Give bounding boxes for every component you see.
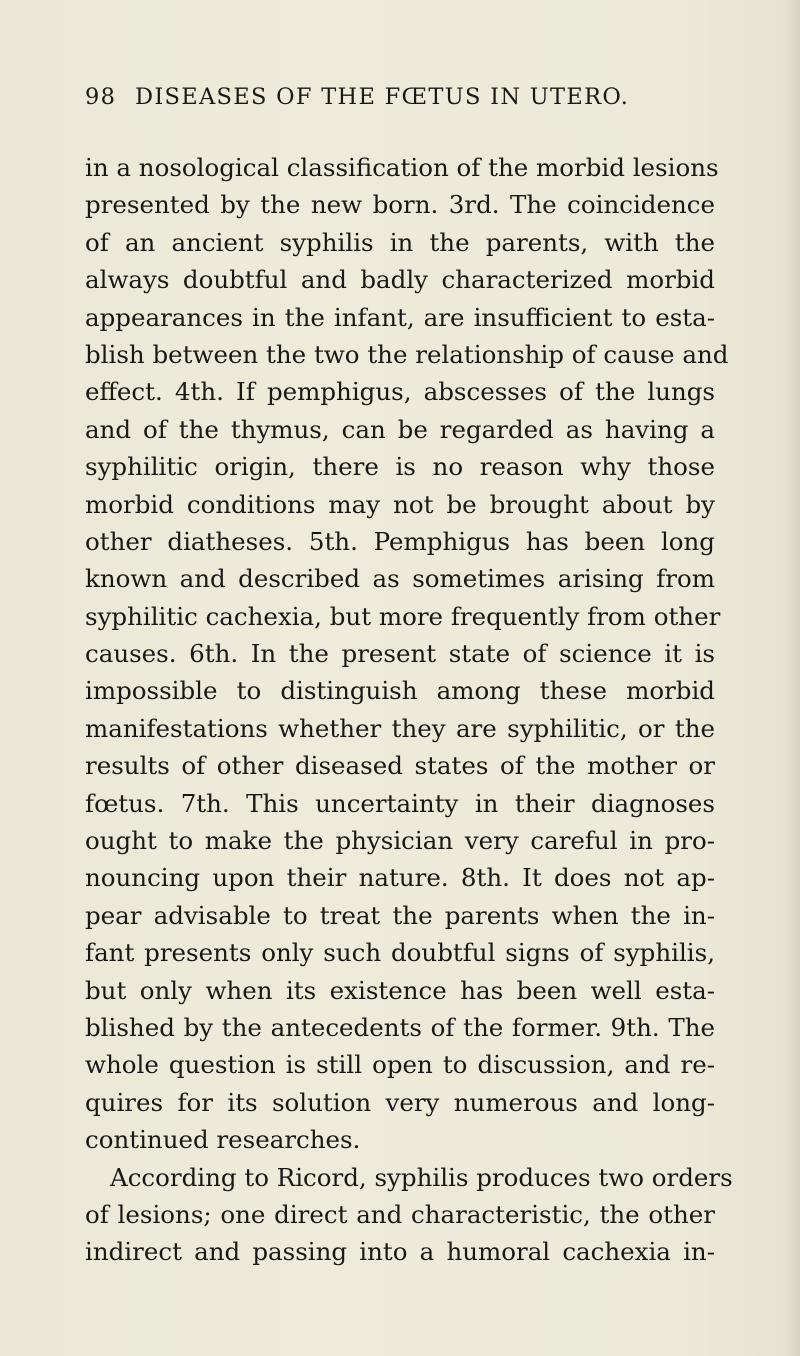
body-text bbox=[85, 149, 733, 1271]
text-line: nouncing upon their nature. 8th. It does not ap- bbox=[85, 863, 715, 893]
text-line: indirect and passing into a humoral cachexia in- bbox=[85, 1237, 715, 1267]
running-header bbox=[85, 84, 705, 120]
text-line: other diatheses. 5th. Pemphigus has been long bbox=[85, 526, 715, 556]
text-line: ought to make the physician very careful in pro- bbox=[85, 826, 715, 856]
text-line: According to Ricord, syphilis produces two orders bbox=[110, 1162, 733, 1192]
text-line: blished by the antecedents of the former. 9th. The bbox=[85, 1012, 715, 1042]
text-line: in a nosological classification of the morbid lesions bbox=[85, 153, 719, 182]
text-line: and of the thymus, can be regarded as having a bbox=[85, 414, 715, 444]
text-line: of an ancient syphilis in the parents, with the bbox=[85, 227, 715, 257]
text-line: results of other diseased states of the mother or bbox=[85, 751, 715, 781]
text-line: quires for its solution very numerous and long- bbox=[85, 1087, 715, 1117]
text-line: causes. 6th. In the present state of science it is bbox=[85, 639, 715, 669]
text-line: presented by the new born. 3rd. The coincidence bbox=[85, 190, 715, 220]
page-edge-shadow bbox=[786, 0, 800, 1356]
text-line: fœtus. 7th. This uncertainty in their diagnoses bbox=[85, 788, 715, 818]
text-line: but only when its existence has been well esta- bbox=[85, 975, 715, 1005]
text-line: known and described as sometimes arising from bbox=[85, 564, 715, 594]
text-line: morbid conditions may not be brought about by bbox=[85, 489, 715, 519]
text-line: effect. 4th. If pemphigus, abscesses of the lungs bbox=[85, 377, 715, 407]
running-title: DISEASES OF THE FŒTUS IN UTERO. bbox=[135, 84, 630, 110]
text-line: pear advisable to treat the parents when the in- bbox=[85, 900, 715, 930]
text-line: blish between the two the relationship of cause and bbox=[85, 339, 729, 369]
text-line: fant presents only such doubtful signs of syphilis, bbox=[85, 938, 715, 968]
text-line: whole question is still open to discussion, and re- bbox=[85, 1050, 715, 1080]
text-line: continued researches. bbox=[85, 1125, 361, 1155]
text-line: always doubtful and badly characterized morbid bbox=[85, 265, 715, 295]
text-line: of lesions; one direct and characteristic, the other bbox=[85, 1199, 715, 1229]
text-line: manifestations whether they are syphilitic, or the bbox=[85, 713, 715, 743]
text-line: appearances in the infant, are insufficient to esta- bbox=[85, 302, 715, 332]
text-line: impossible to distinguish among these morbid bbox=[85, 676, 715, 706]
page-number: 98 bbox=[85, 84, 117, 110]
text-line: syphilitic cachexia, but more frequently from other bbox=[85, 601, 721, 631]
text-line: syphilitic origin, there is no reason why those bbox=[85, 452, 715, 482]
